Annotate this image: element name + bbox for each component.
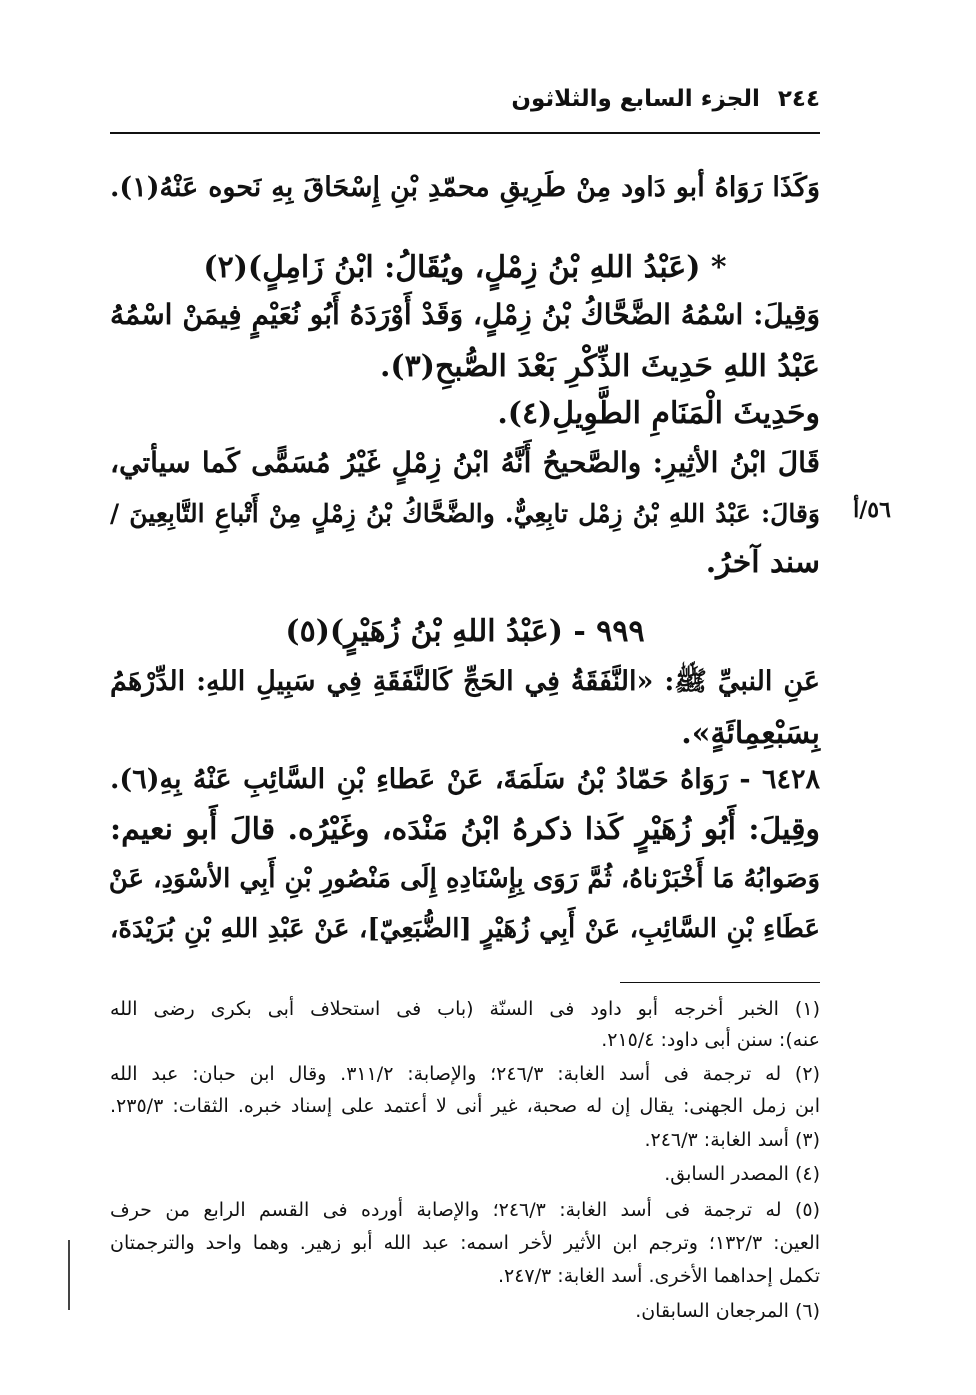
page-header — [110, 86, 820, 128]
body-line-5: وحَدِيثَ الْمَنَامِ الطَّوِيلِ(٤). — [497, 396, 820, 431]
body-line-7: وَقالَ: عَبْدُ اللهِ بْنُ زِمْل تابِعِيٌّ. والضَّحَّاكُ بْنُ زِمْلٍ مِنْ أَتْباعِ التَّابِعِينَ / — [110, 499, 820, 528]
body-line-1: وَكَذَا رَوَاهُ أبو دَاود مِنْ طَرِيقِ محمّدِ بْنِ إِسْحَاقَ بِهِ نَحوه عَنْهُ(١). — [110, 172, 820, 203]
body-line-14: وَصَوابُهُ مَا أَخْبَرْناهُ، ثُمَّ رَوَى بِإِسْنَادِهِ إِلَى مَنْصُورِ بْنِ أَبِي الأسْوَدِ، عَنْ — [108, 864, 820, 894]
footnote-2-line-1: (٢) له ترجمة فى أسد الغابة: ٢٤٦/٣؛ والإصابة: ٣١١/٢. وقال ابن حبان: عبد الله — [110, 1063, 820, 1085]
part-title: الجزء السابع والثلاثون — [511, 86, 760, 112]
body-line-4: عَبْدُ اللهِ حَدِيثَ الذِّكْرِ بَعْدَ الصُّبحِ(٣). — [379, 349, 820, 384]
footnote-5-line-2: العين: ١٣٢/٣؛ وترجم ابن الأثير لأخر اسمه: عبد الله أبو زهير. وهما واحد والترجمتان — [110, 1232, 820, 1254]
body-line-6: قَالَ ابْنُ الأثِيرِ: والصَّحيحُ أَنَّهُ ابْنُ زِمْلٍ غَيْرُ مُسَمًّى كَما سيأتي، — [110, 446, 820, 479]
body-line-13: وقِيلَ: أَبُو زُهَيْرٍ كَذا ذكرهُ ابْنُ مَنْدَه، وغَيْرُه. قالَ أَبو نعيم: — [110, 812, 820, 847]
body-line-3: وَقِيلَ: اسْمُهُ الضَّحَّاكُ بْنُ زِمْلٍ، وَقَدْ أَوْرَدَهُ أَبُو نُعَيْمٍ فِيمَنْ اسْمُهُ — [110, 298, 820, 331]
footnote-2-line-2: ابن زمل الجهنى: يقال إن له صحبة، غير أنى لا أعتمد على إسناد خبره. الثقات: ٢٣٥/٣. — [110, 1095, 820, 1117]
footnote-1-line-2: عنه): سنن أبى داود: ٢١٥/٤. — [601, 1029, 820, 1051]
body-line-12: ٦٤٢٨ - رَوَاهُ حَمّادُ بْنُ سَلَمَةَ، عَنْ عَطاءِ بْنِ السَّائِبِ عَنْهُ بِهِ(٦). — [110, 764, 820, 795]
body-line-15: عَطَاءِ بْنِ السَّائِبِ، عَنْ أَبِي زُهَيْرٍ [الضُّبَعِيّ]، عَنْ عَبْدِ اللهِ بْنِ بُرَيْدَةَ، — [110, 914, 820, 944]
footnote-5-line-1: (٥) له ترجمة فى أسد الغابة: ٢٤٦/٣؛ والإصابة أورده فى القسم الرابع من حرف — [110, 1199, 820, 1221]
footnote-5-line-3: تكمل إحداهما الأخرى. أسد الغابة: ٢٤٧/٣. — [497, 1265, 820, 1287]
margin-folio-note: ٥٦/أ — [853, 497, 891, 523]
scan-edge-mark — [68, 1240, 70, 1310]
entry-heading-ibn-zimil: * (عَبْدُ اللهِ بْنُ زِمْلٍ، ويُقَالُ: ابْنُ زَامِلٍ)(٢) — [203, 250, 727, 285]
header-rule — [110, 132, 820, 134]
body-line-8: سند آخرُ. — [705, 545, 820, 580]
footnote-rule — [620, 982, 820, 983]
body-line-11: بِسَبْعِمِائَةٍ». — [681, 716, 820, 751]
footnote-3: (٣) أسد الغابة: ٢٤٦/٣. — [644, 1129, 820, 1151]
entry-heading-ibn-zuhair: ٩٩٩ - (عَبْدُ اللهِ بْنُ زُهَيْرٍ)(٥) — [285, 614, 645, 649]
footnote-6: (٦) المرجعان السابقان. — [635, 1300, 820, 1322]
body-line-10: عَنِ النبيِّ ﷺ: «النَّفَقَةُ فِي الحَجِّ كَالنَّفَقَةِ فِي سَبِيلِ اللهِ: الدِّرْهَمُ — [110, 666, 820, 697]
footnote-1-line-1: (١) الخبر أخرجه أبو داود فى السنّة (باب فى استحلاف أبى بكرى رضى الله — [110, 998, 820, 1020]
footnote-4: (٤) المصدر السابق. — [664, 1163, 820, 1185]
page-number: ٢٤٤ — [777, 86, 820, 112]
